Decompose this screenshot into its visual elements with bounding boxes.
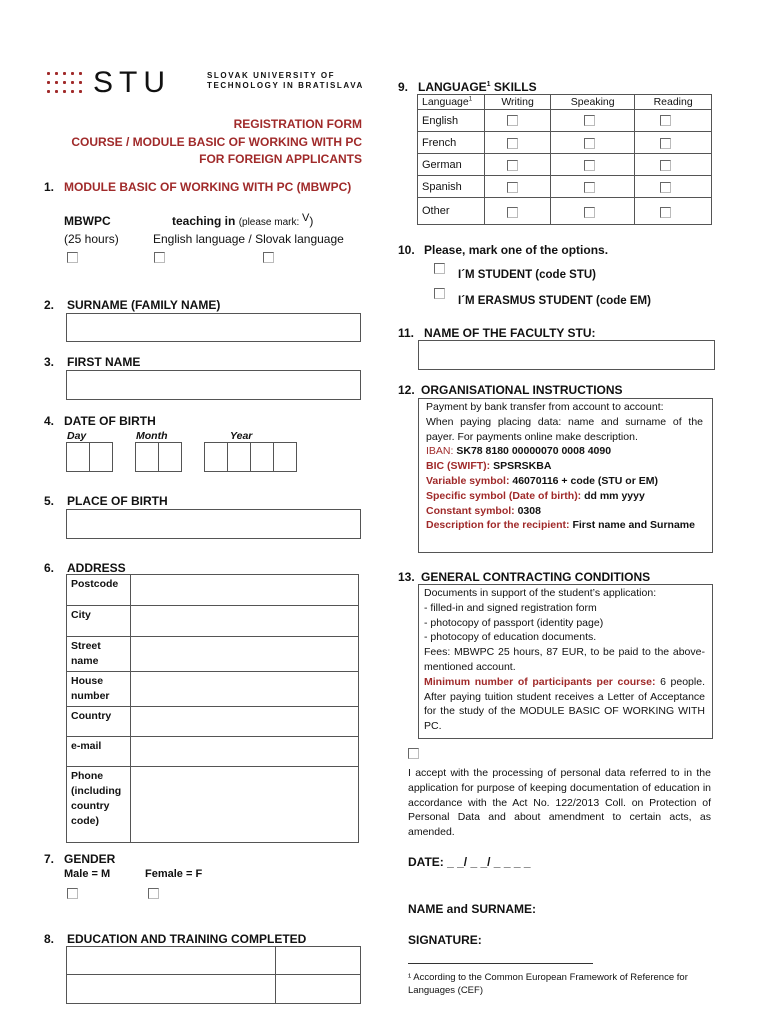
s12-desc [426,518,703,533]
lang-name: Spanish [418,176,485,198]
faculty-field[interactable] [418,340,715,370]
s6-number: 6. [44,561,55,575]
lang-cell [635,198,712,225]
lang-name: German [418,154,485,176]
day-digit-1[interactable] [66,442,90,472]
lang-header-language [418,95,485,110]
bic-value: SPSRSKBA [490,460,552,473]
address-row-phone [67,767,359,843]
s12-ss [426,489,703,504]
ss-value: dd mm yyyy [581,489,645,502]
bic-label: BIC (SWIFT): [426,460,491,473]
footnote-divider [408,963,593,964]
s1-close-paren: ) [309,214,314,228]
education-cell-3[interactable] [66,974,276,1004]
s12-iban [426,444,703,459]
form-subtitle-1: COURSE / MODULE BASIC OF WORKING WITH PC [71,135,362,149]
address-row-city [67,606,359,637]
form-title: REGISTRATION FORM [233,117,362,131]
s7-title: GENDER [64,852,116,866]
german-speaking-checkbox[interactable] [584,160,595,171]
s1-hours: (25 hours) [64,232,119,246]
street-field[interactable] [131,637,359,672]
gender-female-checkbox[interactable] [148,888,159,899]
spanish-reading-checkbox[interactable] [660,182,671,193]
s12-vs [426,474,703,489]
signature-label: SIGNATURE: [408,933,482,947]
s1-languages: English language / Slovak language [153,232,344,246]
lang-header-sup: 1 [468,96,473,103]
s8-title: EDUCATION AND TRAINING COMPLETED [67,932,307,946]
min-value: 6 people. After paying tuition student receives a Letter of Acceptance for the study of the MODULE BASIC OF WORKING WITH PC. [424,675,705,733]
s13-bullet-3: - photocopy of education documents. [424,631,597,644]
spanish-speaking-checkbox[interactable] [584,182,595,193]
s13-bullet-2: - photocopy of passport (identity page) [424,616,604,629]
student-erasmus-label: I´M ERASMUS STUDENT (code EM) [458,295,651,307]
german-reading-checkbox[interactable] [660,160,671,171]
lang-header-row [418,95,712,110]
surname-field[interactable] [66,313,361,342]
address-table [66,574,359,843]
student-erasmus-checkbox[interactable] [434,288,445,299]
lang-cell [635,110,712,132]
lang-cell [635,132,712,154]
s6-title: ADDRESS [67,561,126,575]
education-cell-1[interactable] [66,946,276,975]
address-row-email [67,737,359,767]
year-digit-4[interactable] [273,442,297,472]
address-label: e-mail [67,737,131,767]
lang-cell [635,176,712,198]
french-reading-checkbox[interactable] [660,138,671,149]
address-row-house [67,672,359,707]
s9-title-b: SKILLS [490,80,537,94]
name-surname-label: NAME and SURNAME: [408,902,536,916]
s1-number: 1. [44,180,55,194]
german-writing-checkbox[interactable] [507,160,518,171]
s5-number: 5. [44,494,55,508]
footnote-text: ¹ According to the Common European Framework of Reference for Languages (CEF) [408,972,688,996]
university-name-line1: SLOVAK UNIVERSITY OF [207,71,336,80]
lang-header-speaking: Speaking [551,95,635,110]
postcode-field[interactable] [131,575,359,606]
lang-header-writing: Writing [485,95,551,110]
consent-text: I accept with the processing of personal data referred to in the application for purpose of keeping documentation of education in accordance with the Act No. 122/2013 Coll. on Protection of Personal Data and about amendment to certain acts, as amended. [408,767,711,839]
s13-min [424,675,705,734]
day-label: Day [67,430,87,442]
form-subtitle-2: FOR FOREIGN APPLICANTS [199,152,362,166]
address-label: Phone (including country code) [67,767,131,843]
s13-line1: Documents in support of the student’s application: [424,587,657,599]
address-label: House number [67,672,131,707]
year-digit-3[interactable] [250,442,274,472]
s3-title: FIRST NAME [67,355,141,369]
s7-number: 7. [44,852,55,866]
country-field[interactable] [131,707,359,737]
other-speaking-checkbox[interactable] [584,207,595,218]
s1-checkbox-english[interactable] [154,252,165,263]
s12-text [426,400,703,533]
year-digit-1[interactable] [204,442,228,472]
english-writing-checkbox[interactable] [507,115,518,126]
s12-title: ORGANISATIONAL INSTRUCTIONS [421,383,623,397]
other-reading-checkbox[interactable] [660,207,671,218]
address-label: Postcode [67,575,131,606]
address-row-street [67,637,359,672]
s12-line1: Payment by bank transfer from account to account: [426,401,664,413]
address-label: City [67,606,131,637]
month-label: Month [136,430,168,442]
address-row-country [67,707,359,737]
s1-checkbox-mbwpc[interactable] [67,252,78,263]
day-digit-2[interactable] [89,442,113,472]
s3-number: 3. [44,355,55,369]
s1-please-mark: (please mark: [238,217,303,228]
s9-title [418,80,537,94]
address-label: Street name [67,637,131,672]
s2-number: 2. [44,298,55,312]
desc-value: First name and Surname [569,519,695,532]
phone-field[interactable] [131,767,359,843]
vs-value: 46070116 + code (STU or EM) [509,474,658,487]
english-reading-checkbox[interactable] [660,115,671,126]
other-writing-checkbox[interactable] [507,207,518,218]
address-row-postcode [67,575,359,606]
s13-text [424,586,705,734]
s13-fees: Fees: MBWPC 25 hours, 87 EUR, to be paid to the above-mentioned account. [424,646,705,673]
consent-checkbox[interactable] [408,748,419,759]
place-of-birth-field[interactable] [66,509,361,539]
vs-label: Variable symbol: [426,474,510,487]
ss-label: Specific symbol (Date of birth): [426,489,582,502]
french-writing-checkbox[interactable] [507,138,518,149]
s10-title: Please, mark one of the options. [424,243,609,257]
stu-logo-text: STU [93,66,171,99]
s13-bullet-1: - filled-in and signed registration form [424,601,597,614]
s12-number: 12. [398,383,415,397]
s8-number: 8. [44,932,55,946]
s1-checkbox-slovak[interactable] [263,252,274,263]
year-label: Year [230,430,253,442]
s4-title: DATE OF BIRTH [64,414,156,428]
s2-title: SURNAME (FAMILY NAME) [67,298,221,312]
s12-bic [426,459,703,474]
lang-name: English [418,110,485,132]
s12-line2: When paying placing data: name and surname of the payer. For payments online make description. [426,415,703,443]
lang-cell [635,154,712,176]
s1-teaching [172,214,313,228]
date-label: DATE: _ _/ _ _/ _ _ _ _ [408,855,531,869]
english-speaking-checkbox[interactable] [584,115,595,126]
s1-code: MBWPC [64,214,111,228]
education-cell-2[interactable] [275,946,361,975]
lang-name: French [418,132,485,154]
lang-name: Other [418,198,485,225]
s9-sup: 1 [486,81,491,88]
s4-number: 4. [44,414,55,428]
s11-number: 11. [398,326,415,340]
desc-label: Description for the recipient: [426,519,570,532]
s11-title: NAME OF THE FACULTY STU: [424,326,596,340]
student-stu-label: I´M STUDENT (code STU) [458,269,596,281]
s10-number: 10. [398,243,415,257]
s9-title-a: LANGUAGE [418,80,487,94]
education-cell-4[interactable] [275,974,361,1004]
gender-female-label: Female = F [145,868,203,880]
lang-header-reading: Reading [635,95,712,110]
university-name-line2: TECHNOLOGY IN BRATISLAVA [207,81,364,90]
s1-teaching-label: teaching in [172,214,236,228]
gender-male-label: Male = M [64,868,111,880]
month-digit-2[interactable] [158,442,182,472]
s13-title: GENERAL CONTRACTING CONDITIONS [421,570,651,584]
s5-title: PLACE OF BIRTH [67,494,168,508]
french-speaking-checkbox[interactable] [584,138,595,149]
student-stu-checkbox[interactable] [434,263,445,274]
lang-header-language-text: Language [422,96,469,108]
s1-check-glyph: V [302,212,310,224]
s9-number: 9. [398,80,409,94]
iban-label: IBAN: [426,445,454,458]
stu-logo-dots [47,72,87,100]
year-digit-2[interactable] [227,442,251,472]
city-field[interactable] [131,606,359,637]
cs-value: 0308 [514,504,541,517]
s13-number: 13. [398,570,415,584]
first-name-field[interactable] [66,370,361,400]
house-number-field[interactable] [131,672,359,707]
email-field[interactable] [131,737,359,767]
month-digit-1[interactable] [135,442,159,472]
cs-label: Constant symbol: [426,504,515,517]
address-label: Country [67,707,131,737]
s1-title: MODULE BASIC OF WORKING WITH PC (MBWPC) [64,180,352,194]
s12-cs [426,504,703,519]
spanish-writing-checkbox[interactable] [507,182,518,193]
iban-value: SK78 8180 00000070 0008 4090 [453,445,612,458]
min-label: Minimum number of participants per course: [424,675,656,688]
gender-male-checkbox[interactable] [67,888,78,899]
